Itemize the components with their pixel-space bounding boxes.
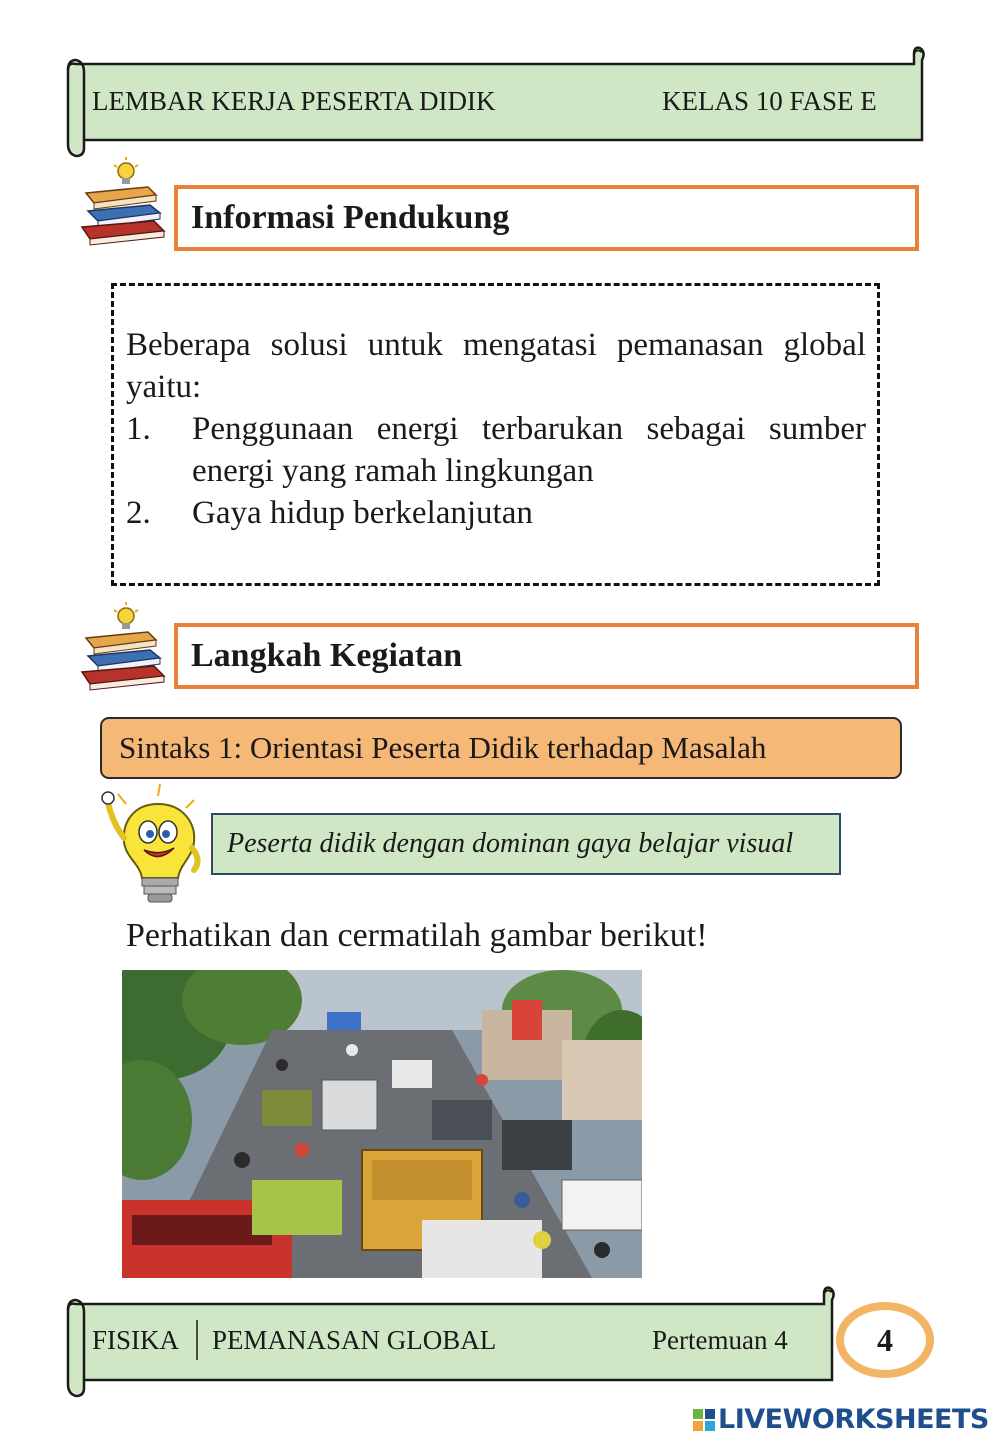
page-number [836, 1302, 934, 1378]
section-title-langkah-text: Langkah Kegiatan [191, 637, 463, 674]
lightbulb-mascot-icon [98, 782, 208, 908]
traffic-jam-photo [122, 970, 642, 1278]
learning-style-text: Peserta didik dengan dominan gaya belajar visual [227, 828, 794, 859]
footer-banner [62, 1284, 838, 1402]
syntax-text: Sintaks 1: Orientasi Peserta Didik terhadap Masalah [119, 730, 767, 765]
liveworksheets-logo[interactable] [693, 1404, 989, 1435]
syntax-label [100, 717, 902, 779]
info-content [126, 324, 866, 534]
list-item-number: 1. [126, 411, 151, 447]
footer-subject: FISIKA [92, 1325, 180, 1355]
footer-meeting: Pertemuan 4 [652, 1325, 788, 1355]
section-title-informasi [174, 185, 919, 251]
list-item-text: Gaya hidup berkelanjutan [192, 495, 533, 531]
list-item-number: 2. [126, 495, 151, 531]
page-number-text: 4 [877, 1321, 893, 1358]
liveworksheets-wordmark: LIVEWORKSHEETS [718, 1404, 989, 1435]
list-item [126, 408, 866, 492]
info-intro: Beberapa solusi untuk mengatasi pemanasan global yaitu: [126, 327, 866, 405]
liveworksheets-grid-icon [693, 1409, 715, 1431]
section-title-informasi-text: Informasi Pendukung [191, 199, 510, 236]
footer-topic: PEMANASAN GLOBAL [212, 1325, 497, 1355]
books-lightbulb-icon [78, 155, 168, 255]
header-banner [62, 44, 928, 162]
books-lightbulb-icon [78, 600, 168, 700]
header-right-title: KELAS 10 FASE E [662, 86, 877, 116]
learning-style-note [211, 813, 841, 875]
section-title-langkah [174, 623, 919, 689]
list-item [126, 492, 866, 534]
list-item-text: Penggunaan energi terbarukan sebagai sumber energi yang ramah lingkungan [192, 411, 866, 489]
instruction-text: Perhatikan dan cermatilah gambar berikut! [126, 917, 708, 954]
header-left-title: LEMBAR KERJA PESERTA DIDIK [92, 86, 496, 116]
